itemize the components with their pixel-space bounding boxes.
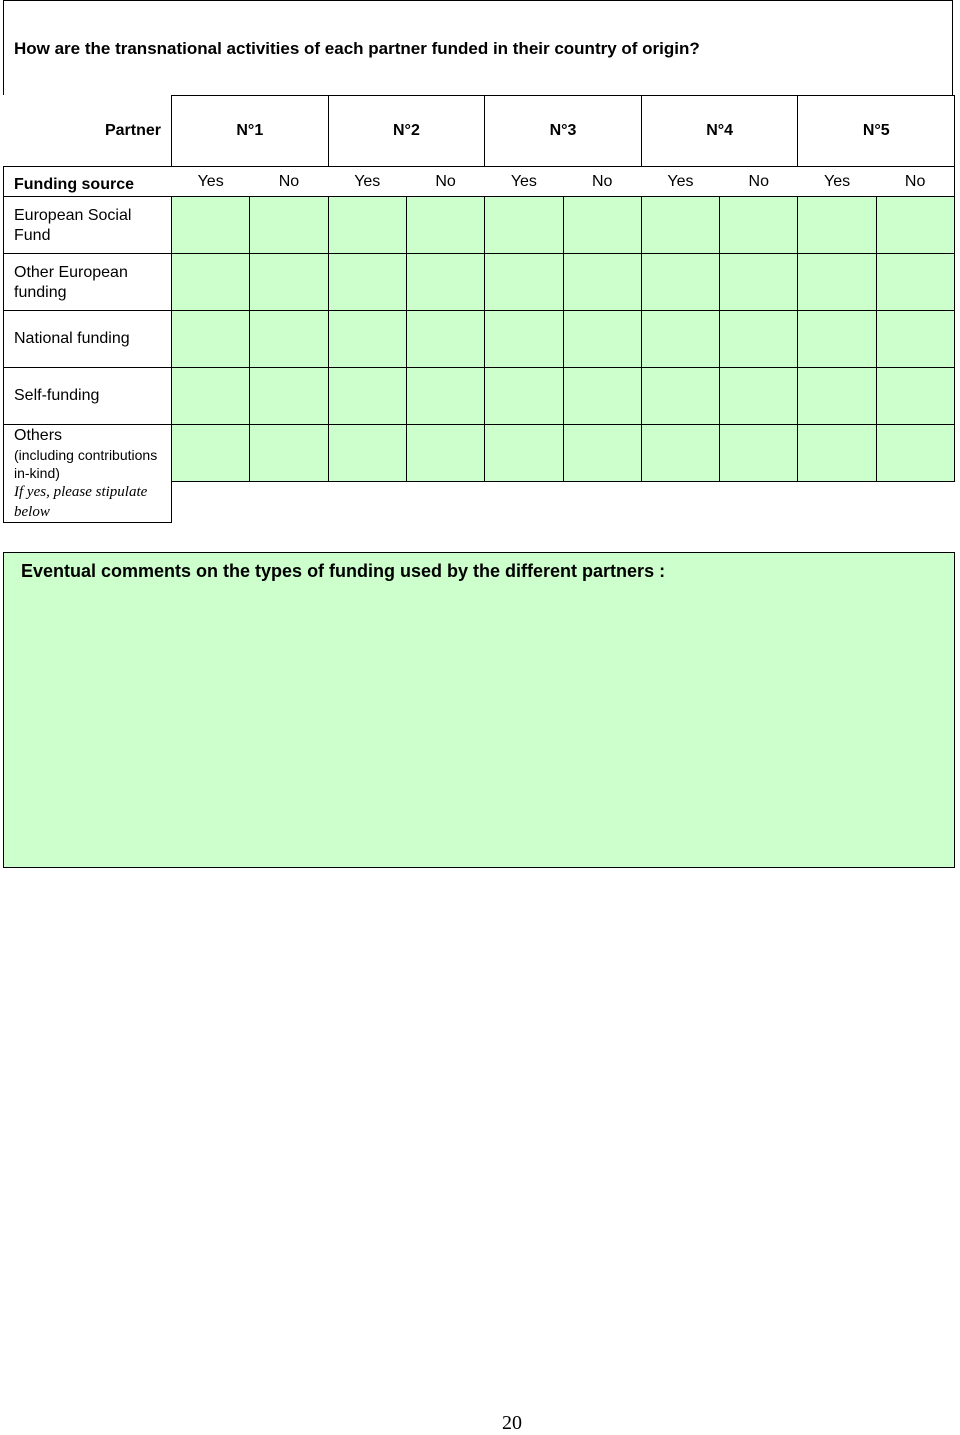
no-header: No — [720, 167, 798, 197]
answer-cell[interactable] — [250, 368, 328, 425]
answer-cell[interactable] — [720, 254, 798, 311]
funding-row-other-european — [4, 254, 955, 311]
funding-row-self — [4, 368, 955, 425]
no-header: No — [876, 167, 954, 197]
question-text: How are the transnational activities of each partner funded in their country of origin? — [14, 39, 700, 58]
answer-cell[interactable] — [172, 254, 250, 311]
yes-header: Yes — [172, 167, 250, 197]
answer-cell[interactable] — [485, 368, 563, 425]
row-label: Others — [14, 427, 63, 444]
comments-field[interactable] — [3, 552, 955, 868]
answer-cell[interactable] — [876, 197, 954, 254]
row-detail: (including contributions in-kind) — [14, 447, 158, 481]
no-header: No — [563, 167, 641, 197]
answer-cell[interactable] — [172, 425, 250, 482]
yes-header: Yes — [485, 167, 563, 197]
funding-source-label: Funding source — [4, 167, 172, 197]
answer-cell[interactable] — [876, 311, 954, 368]
answer-cell[interactable] — [563, 368, 641, 425]
funding-table — [3, 95, 955, 523]
partner-header: N°4 — [641, 96, 798, 167]
answer-cell[interactable] — [563, 254, 641, 311]
spacer-cell — [172, 482, 955, 523]
answer-cell[interactable] — [172, 197, 250, 254]
comments-label: Eventual comments on the types of funding used by the different partners : — [21, 561, 666, 581]
answer-cell[interactable] — [250, 254, 328, 311]
partner-header: N°1 — [172, 96, 329, 167]
answer-cell[interactable] — [641, 368, 719, 425]
answer-cell[interactable] — [485, 197, 563, 254]
answer-cell[interactable] — [563, 311, 641, 368]
answer-cell[interactable] — [406, 311, 484, 368]
yes-header: Yes — [798, 167, 876, 197]
partner-header: N°2 — [328, 96, 485, 167]
funding-row-others — [4, 425, 955, 482]
row-label: European Social Fund — [4, 197, 172, 254]
answer-cell[interactable] — [798, 311, 876, 368]
answer-cell[interactable] — [328, 425, 406, 482]
answer-cell[interactable] — [641, 254, 719, 311]
answer-cell[interactable] — [876, 425, 954, 482]
row-note: If yes, please stipulate below — [14, 484, 148, 520]
answer-cell[interactable] — [641, 425, 719, 482]
answer-cell[interactable] — [720, 368, 798, 425]
answer-cell[interactable] — [406, 368, 484, 425]
row-label: Other European funding — [4, 254, 172, 311]
answer-cell[interactable] — [798, 197, 876, 254]
page-number: 20 — [502, 1412, 522, 1434]
answer-cell[interactable] — [250, 311, 328, 368]
question-box — [3, 0, 953, 95]
row-label: Self-funding — [4, 368, 172, 425]
funding-row-european-social-fund — [4, 197, 955, 254]
answer-cell[interactable] — [798, 425, 876, 482]
answer-cell[interactable] — [876, 254, 954, 311]
answer-cell[interactable] — [328, 197, 406, 254]
row-label-others — [4, 425, 172, 523]
answer-cell[interactable] — [563, 425, 641, 482]
answer-cell[interactable] — [328, 254, 406, 311]
yes-header: Yes — [328, 167, 406, 197]
answer-cell[interactable] — [172, 368, 250, 425]
partner-header: N°5 — [798, 96, 955, 167]
answer-cell[interactable] — [328, 311, 406, 368]
answer-cell[interactable] — [250, 197, 328, 254]
answer-cell[interactable] — [172, 311, 250, 368]
answer-cell[interactable] — [406, 197, 484, 254]
funding-source-header-row — [4, 167, 955, 197]
answer-cell[interactable] — [250, 425, 328, 482]
answer-cell[interactable] — [485, 254, 563, 311]
partner-label: Partner — [4, 96, 172, 167]
answer-cell[interactable] — [798, 368, 876, 425]
no-header: No — [406, 167, 484, 197]
row-label: National funding — [4, 311, 172, 368]
partner-header: N°3 — [485, 96, 642, 167]
answer-cell[interactable] — [720, 311, 798, 368]
partner-header-row — [4, 96, 955, 167]
answer-cell[interactable] — [641, 311, 719, 368]
answer-cell[interactable] — [485, 425, 563, 482]
answer-cell[interactable] — [876, 368, 954, 425]
answer-cell[interactable] — [641, 197, 719, 254]
answer-cell[interactable] — [485, 311, 563, 368]
no-header: No — [250, 167, 328, 197]
answer-cell[interactable] — [406, 425, 484, 482]
answer-cell[interactable] — [563, 197, 641, 254]
answer-cell[interactable] — [720, 197, 798, 254]
answer-cell[interactable] — [406, 254, 484, 311]
answer-cell[interactable] — [328, 368, 406, 425]
answer-cell[interactable] — [798, 254, 876, 311]
yes-header: Yes — [641, 167, 719, 197]
funding-row-national — [4, 311, 955, 368]
answer-cell[interactable] — [720, 425, 798, 482]
